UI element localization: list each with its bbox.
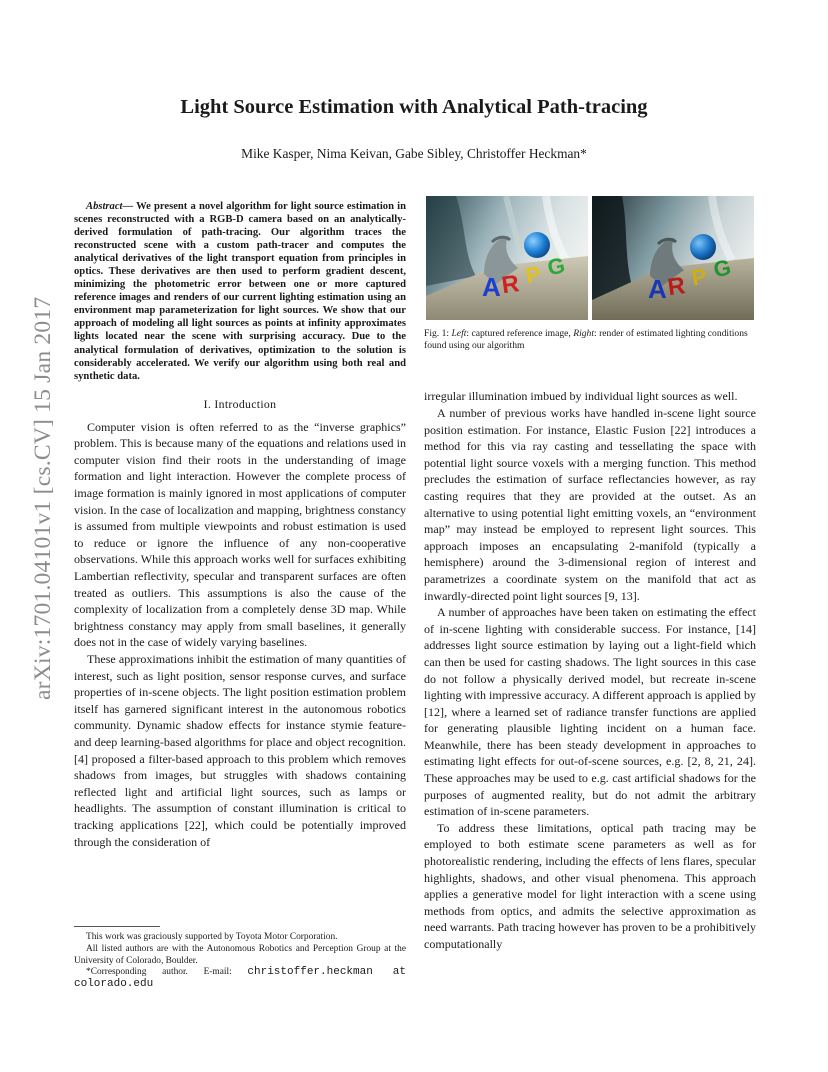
email-address: christoffer.heckman at colorado.edu	[74, 966, 406, 991]
caption-label: Fig. 1:	[424, 328, 452, 339]
paragraph: Computer vision is often referred to as the “inverse graphics” problem. This is because many of the equations and relations used in computer vision find their roots in the understanding of image formation and light interaction. However the complete process of image formation is mainly ignored in most applications of computer vision. In the case of localization and mapping, brightness constancy is assumed from multiple viewpoints and robust estimation is used to reduce or ignore the influence of any non-cooperative observations. While this approach works well for surfaces exhibiting Lambertian reflectivity, specular and transparent surfaces are often treated as outliers. This assumptions is also the cause of the complexity of localization from a completely dense 3D map. While brightness constancy may apply from small baselines, it generally does not in the case of widely varying baselines.	[74, 419, 406, 650]
caption-mid: : captured reference image,	[466, 328, 574, 339]
footnote-corresponding-prefix: *Corresponding author. E-mail:	[86, 967, 248, 978]
rendered-image	[592, 196, 754, 320]
footnote-support: This work was graciously supported by Toyota Motor Corporation.	[86, 932, 338, 942]
left-column	[74, 200, 406, 850]
footnote-affiliation: All listed authors are with the Autonomous Robotics and Perception Group at the University of Colorado, Boulder.	[74, 943, 406, 966]
abstract-text: — We present a novel algorithm for light source estimation in scenes reconstructed with a RGB-D camera based on an analytically-derived formulation of path-tracing. Our algorithm traces the reconstructed scene with a custom path-tracer and computes the analytical derivatives of the light transport equation from principles in optics. These derivatives are then used to perform gradient descent, minimizing the photometric error between one or more captured reference images and renders of our current lighting estimation using an environment map parameterization for light sources. We show that our approach of modeling all light sources as points at infinity approximates lights located near the scene with surprising accuracy. Due to the analytical formulation of derivatives, optimization to the solution is considerably accelerated. We verify our algorithm using both real and synthetic data.	[74, 201, 406, 382]
letter-a-shape: A	[482, 272, 501, 302]
reference-image	[426, 196, 588, 320]
letter-p-shape: P	[689, 263, 709, 291]
footnote-rule	[74, 926, 160, 927]
letter-g-shape: G	[711, 254, 734, 283]
paragraph: To address these limitations, optical path tracing may be employed to both estimate scene parameters as well as for photorealistic rendering, including the effects of lens flares, specular highlights, shadows, and other visual phenomena. This approach applies a generative model for light interaction with a scene using methods from optics, and admits the selective approximation as need warrants. Path tracing however has proven to be a prohibitively computationally	[424, 820, 756, 951]
figure-1	[424, 196, 756, 322]
letter-r-shape: R	[666, 272, 687, 302]
author-list: Mike Kasper, Nima Keivan, Gabe Sibley, Christoffer Heckman*	[241, 146, 587, 161]
abstract	[74, 200, 406, 383]
footnotes	[74, 932, 406, 991]
section-heading-introduction: I. Introduction	[203, 396, 277, 411]
caption-left-word: Left	[451, 328, 467, 339]
letter-a-shape: A	[648, 274, 667, 304]
abstract-label: Abstract	[86, 201, 123, 212]
letter-r-shape: R	[500, 270, 521, 300]
paragraph: A number of approaches have been taken on estimating the effect of in-scene lighting with considerable success. For instance, [14] addresses light source estimation by laying out a light-field which can then be used for casting shadows. The light sources in this case do not follow a physically derived model, but recreate in-scene lighting with impressive accuracy. A different approach is applied by [12], where a learned set of radiance transfer functions are applied for generating plausible lighting incident on a human face. Meanwhile, there has been steady development in approaches to estimating light effects for out-of-scene sources, e.g. [2, 8, 21, 24]. These approaches may be used to e.g. cast artificial shadows for the purposes of augmented reality, but do not admit the arbitrary estimation of in-scene parameters.	[424, 605, 756, 819]
paragraph: These approximations inhibit the estimation of many quantities of interest, such as light position, sensor response curves, and surface properties of in-scene objects. The light position estimation problem itself has garnered significant interest in the autonomous robotics community. Dynamic shadow effects for instance stymie feature- and deep learning-based algorithms for place and object recognition. [4] proposed a filter-based approach to this problem which removes shadows from images, but struggles with shadows containing reflected light and artificial light sources, such as lamps or headlights. The assumption of constant illumination is critical to tracking applications [22], which could be potentially improved through the consideration of	[74, 651, 406, 849]
right-column	[424, 196, 756, 953]
paper-title: Light Source Estimation with Analytical Path-tracing	[180, 96, 648, 118]
paragraph: irregular illumination imbued by individual light sources as well.	[424, 389, 738, 404]
paragraph: A number of previous works have handled in-scene light source position estimation. For instance, Elastic Fusion [22] introduces a method for this via ray casting and tessellating the space with potential light source voxels with a merging function. This method precludes the estimation of surface reflectancies however, as ray casting requires that they are provided at the outset. As an alternative to using potential light emitting voxels, an “environment map” may instead be employed to represent light sources. This approach imposes an encapsulating 2-manifold (typically a hemisphere) around the 3-dimensional region of interest and parametrizes a coordinate system on the manifold that act as inwardly-directed point light sources [9, 13].	[424, 406, 756, 603]
arxiv-identifier: arXiv:1701.04101v1 [cs.CV] 15 Jan 2017	[30, 296, 56, 700]
figure-caption	[424, 328, 756, 352]
letter-p-shape: P	[523, 261, 543, 289]
right-column-body	[424, 388, 756, 952]
letter-g-shape: G	[545, 252, 568, 281]
caption-right-word: Right	[573, 328, 594, 339]
caption-rest: : render of estimated lighting conditions found using our algorithm	[424, 328, 748, 352]
footnote-corresponding	[74, 967, 406, 991]
